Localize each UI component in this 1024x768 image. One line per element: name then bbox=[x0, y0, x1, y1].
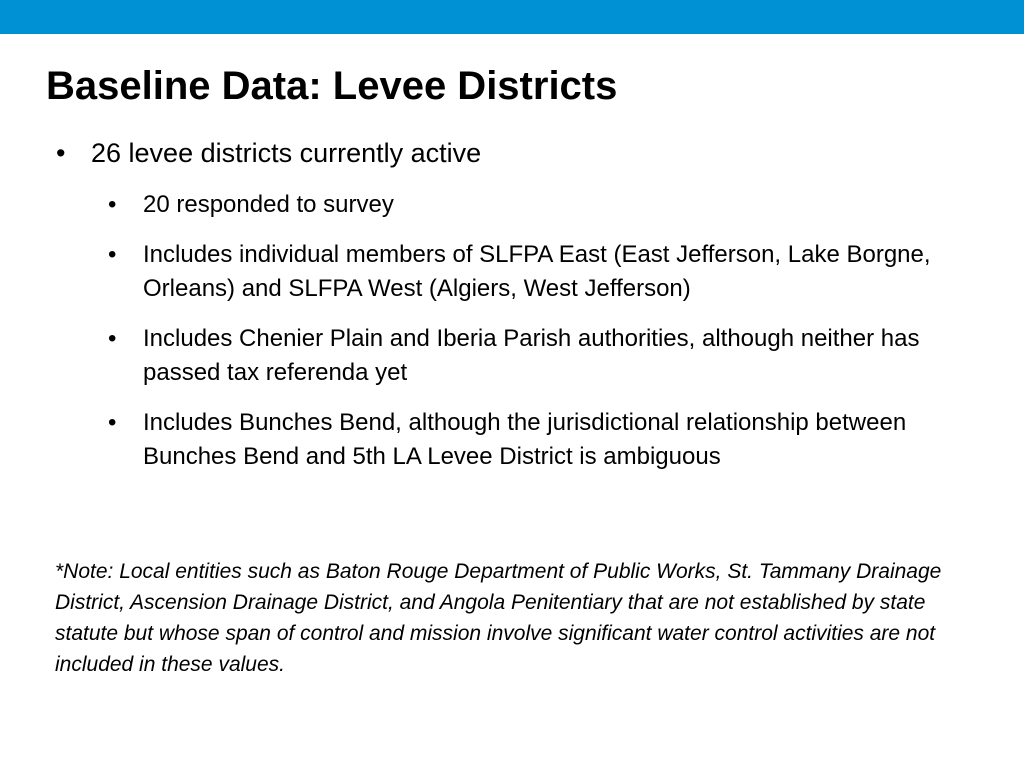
sub-bullet-item-chenier-iberia bbox=[108, 322, 956, 390]
sub-bullet-text: Includes individual members of SLFPA East (East Jefferson, Lake Borgne, Orleans) and SLFPA West (Algiers, West Jefferson) bbox=[143, 241, 931, 302]
bullet-marker: • bbox=[108, 325, 117, 352]
bullet-marker: • bbox=[108, 409, 117, 436]
slide-title: Baseline Data: Levee Districts bbox=[46, 64, 618, 108]
sub-bullet-text: Includes Bunches Bend, although the jurisdictional relationship between Bunches Bend and 5th LA Levee District is ambiguous bbox=[143, 409, 907, 470]
bullet-list bbox=[56, 136, 956, 490]
bullet-marker: • bbox=[108, 241, 117, 268]
sub-bullet-text: Includes Chenier Plain and Iberia Parish authorities, although neither has passed tax referenda yet bbox=[143, 325, 920, 386]
sub-bullet-text: 20 responded to survey bbox=[143, 191, 394, 218]
sub-bullet-item-slfpa bbox=[108, 238, 956, 306]
bullet-marker: • bbox=[56, 138, 66, 168]
bullet-item-districts-active bbox=[56, 136, 956, 170]
sub-bullet-item-survey bbox=[108, 188, 956, 222]
bullet-text: 26 levee districts currently active bbox=[91, 138, 482, 168]
footnote-note: *Note: Local entities such as Baton Rouge Department of Public Works, St. Tammany Drainage District, Ascension Drainage District, and Angola Penitentiary that are not established by state statute but whose span of control and mission involve significant water control activities are not included in these values. bbox=[55, 560, 942, 676]
sub-bullet-item-bunches-bend bbox=[108, 406, 956, 474]
header-accent-bar bbox=[0, 0, 1024, 34]
bullet-marker: • bbox=[108, 191, 117, 218]
